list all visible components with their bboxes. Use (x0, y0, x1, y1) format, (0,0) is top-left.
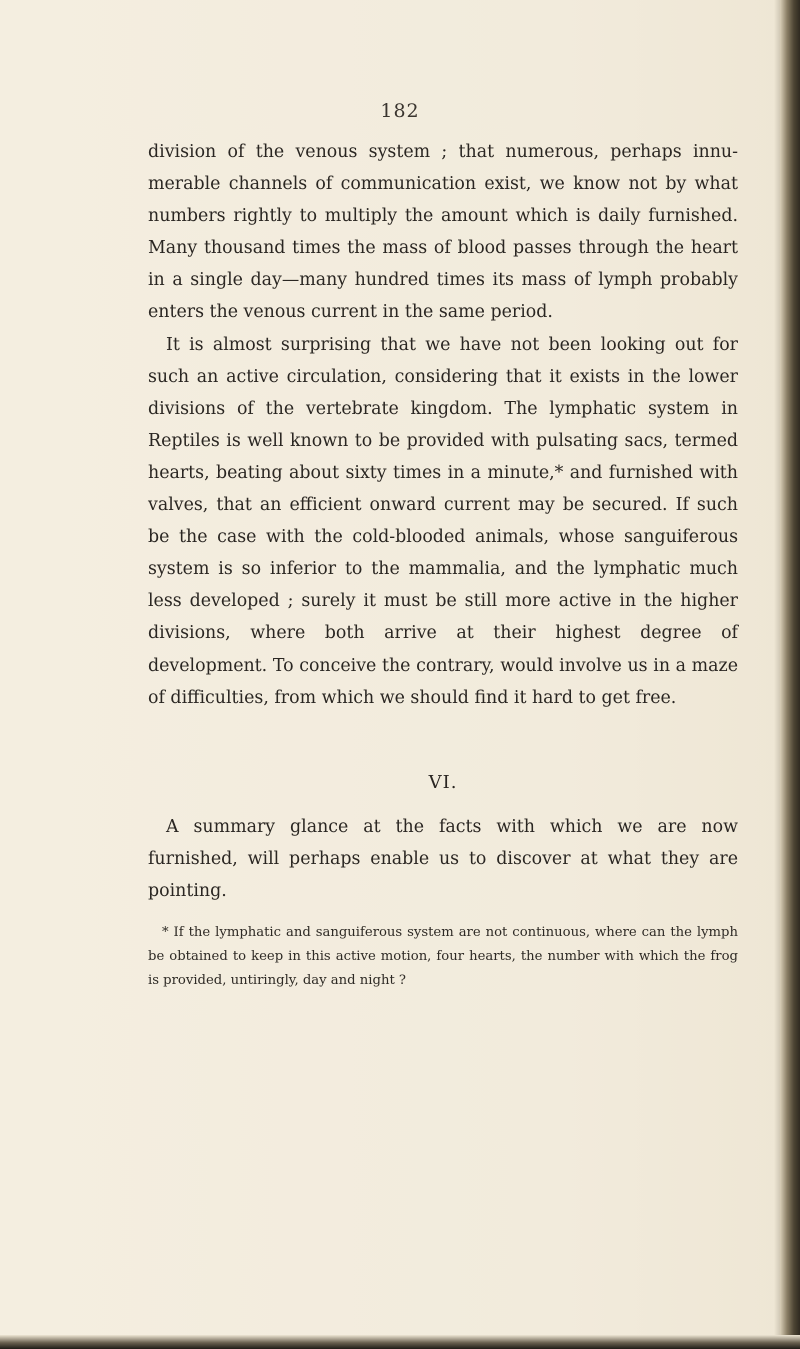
binding-edge (780, 0, 800, 1349)
paragraph-1: division of the venous system ; that numerous, perhaps innu- merable channels of communication exist, we know not by what numbers rightly to multiply the amount which is daily furnished. Many thousand times the mass of blood passes through the heart in a single day—many hundred times its mass of lymph probably enters the venous current in the same period. (148, 142, 738, 323)
paragraph-2: It is almost surprising that we have not been looking out for such an active circulation, considering that it exists in the lower divisions of the vertebrate kingdom. The lymphatic system in Reptiles is well known to be provided with pulsating sacs, termed hearts, beating about sixty times in a minute,* and furnished with valves, that an efficient onward current may be secured. If such be the case with the cold-blooded animals, whose sanguiferous system is so inferior to the mammalia, and the lymphatic much less developed ; surely it must be still more active in the higher divisions, where both arrive at their highest degree of development. To conceive the contrary, would involve us in a maze of difficulties, from which we should find it hard to get free. (148, 334, 738, 708)
section-heading: VI. (428, 771, 458, 793)
page-number: 182 (380, 100, 420, 122)
bottom-edge (0, 1335, 800, 1349)
section-paragraph: A summary glance at the facts with which we are now furnished, will perhaps enable us to discover at what they are pointing. (148, 816, 738, 901)
body-text (148, 136, 738, 993)
footnote: * If the lymphatic and sanguiferous system are not continuous, where can the lymph be obtained to keep in this active motion, four hearts, the number with which the frog is provided, untiringly, day and night ? (148, 924, 738, 988)
